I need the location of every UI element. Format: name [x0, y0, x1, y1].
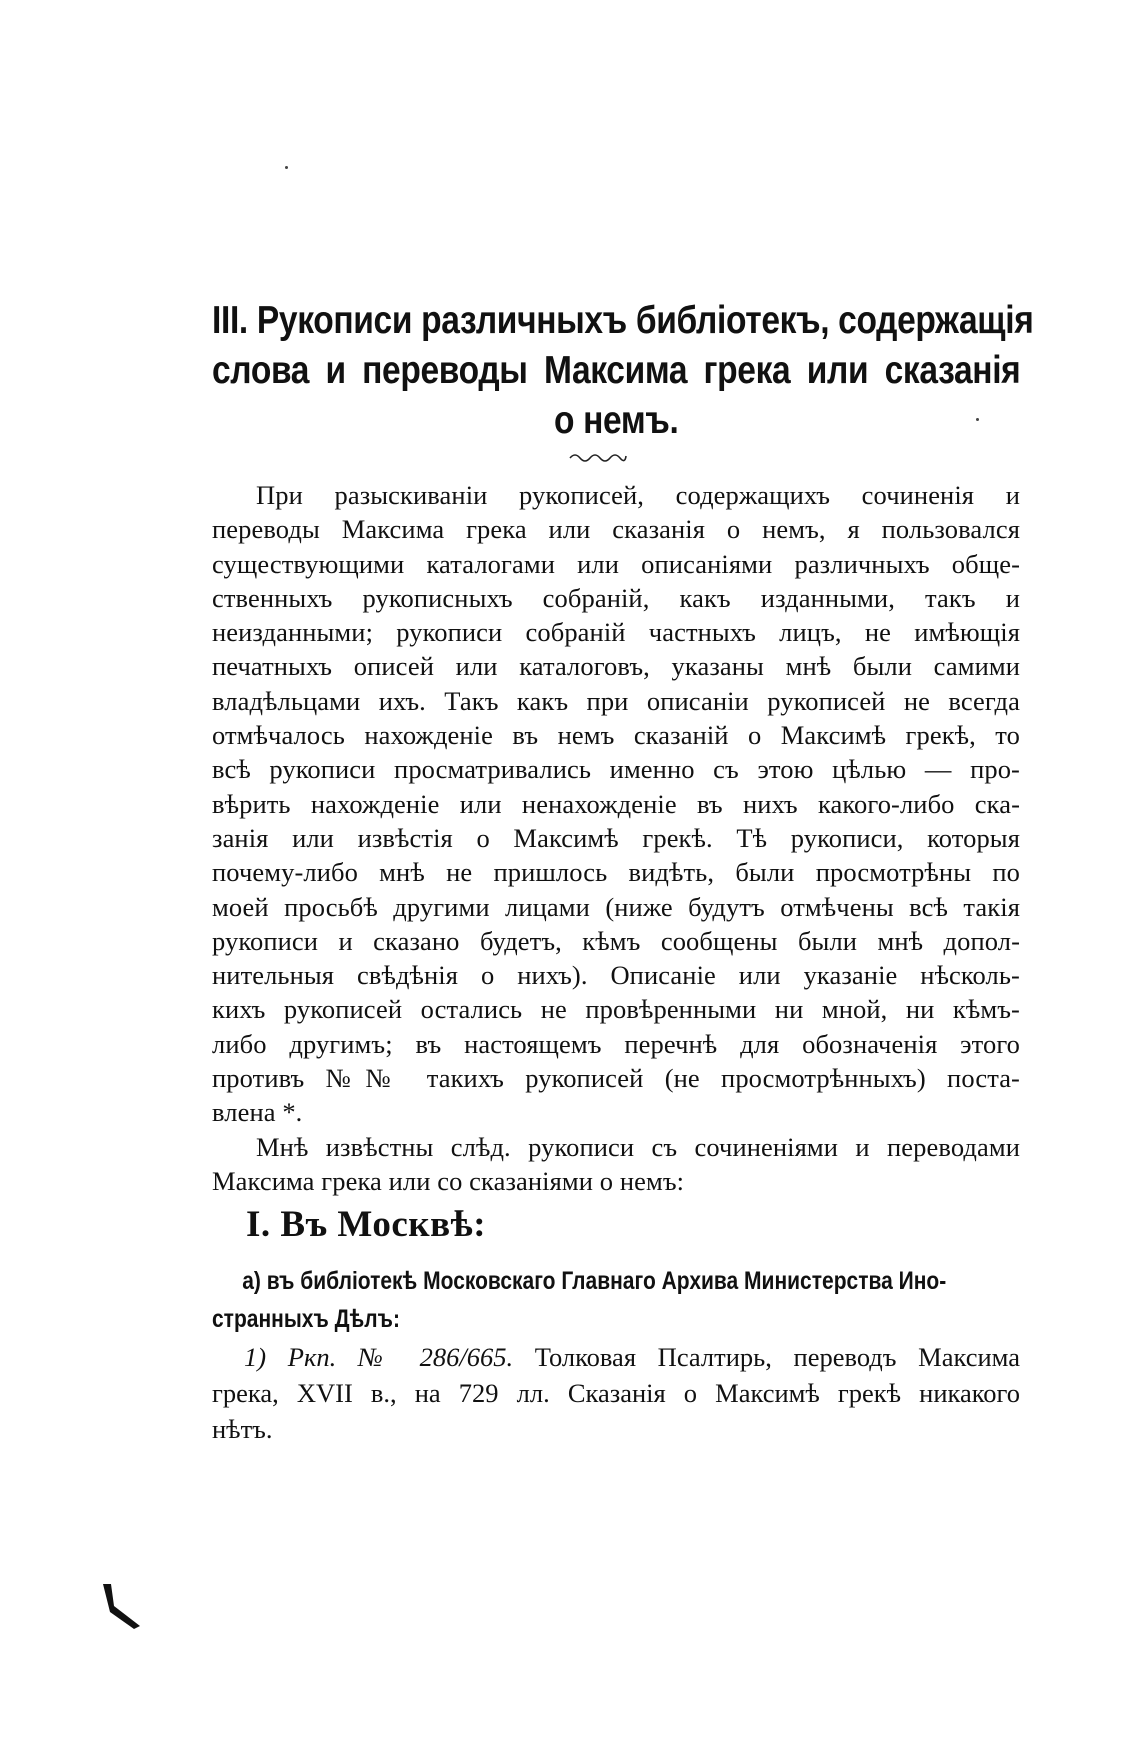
text-line: противъ №№ такихъ рукописей (не просмотрѣнныхъ) поста- [212, 1063, 1020, 1094]
entry-description: Толковая Псалтирь, переводъ Максима [513, 1342, 1020, 1372]
chapter-heading [212, 296, 1034, 446]
text-line: существующими каталогами или описаніями различныхъ обще- [212, 548, 1020, 579]
text-line: нительныя свѣдѣнія о нихъ). Описаніе или указаніе нѣсколь- [212, 960, 1020, 991]
subsection-heading-line-2: странныхъ Дѣлъ: [212, 1305, 400, 1333]
corner-mark-icon [100, 1582, 142, 1630]
subsection-heading [212, 1262, 1020, 1338]
entry-label: 1) Ркп. № 286/665. [244, 1342, 514, 1372]
manuscript-entry [212, 1339, 1020, 1447]
chapter-heading-line-1: III. Рукописи различныхъ библіотекъ, содержащія [212, 299, 1034, 342]
text-line: кихъ рукописей остались не провѣренными ни мной, ни кѣмъ- [212, 994, 1020, 1025]
text-line: ственныхъ рукописныхъ собраній, какъ изданными, такъ и [212, 582, 1020, 613]
text-line: всѣ рукописи просматривались именно съ этою цѣлью — про- [212, 754, 1020, 785]
text-line: владѣльцами ихъ. Такъ какъ при описаніи рукописей не всегда [212, 685, 1020, 716]
text-line: занія или извѣстія о Максимѣ грекѣ. Тѣ рукописи, которыя [212, 822, 1020, 853]
speck-mark [285, 166, 288, 169]
text-line: переводы Максима грека или сказанія о немъ, я пользовался [212, 514, 1020, 545]
text-line: При разыскиваніи рукописей, содержащихъ сочиненія и [256, 480, 1020, 510]
text-line: Мнѣ извѣстны слѣд. рукописи съ сочиненіями и переводами [256, 1131, 1020, 1162]
wave-ornament-icon [568, 451, 628, 463]
section-title: I. Въ Москвѣ: [246, 1204, 487, 1245]
text-line: Максима грека или со сказаніями о немъ: [212, 1165, 685, 1196]
chapter-heading-line-3: о немъ. [553, 399, 679, 442]
text-line: нѣтъ. [212, 1414, 273, 1444]
text-line: почему-либо мнѣ не пришлось видѣть, были просмотрѣны по [212, 857, 1020, 888]
subsection-heading-line-1: а) въ библіотекѣ Московскаго Главнаго Архива Министерства Ино- [242, 1267, 947, 1295]
text-line: печатныхъ описей или каталоговъ, указаны мнѣ были самими [212, 651, 1020, 682]
text-line: рукописи и сказано будетъ, кѣмъ сообщены были мнѣ допол- [212, 925, 1020, 956]
text-line [212, 1339, 1020, 1375]
text-line: отмѣчалось нахожденіе въ немъ сказаній о Максимѣ грекѣ, то [212, 720, 1020, 751]
text-line: либо другимъ; въ настоящемъ перечнѣ для обозначенія этого [212, 1028, 1020, 1059]
text-line: вѣрить нахожденіе или ненахожденіе въ нихъ какого-либо ска- [212, 788, 1020, 819]
text-line: моей просьбѣ другими лицами (ниже будутъ отмѣчены всѣ такія [212, 891, 1020, 922]
text-line: влена *. [212, 1097, 303, 1128]
text-line: грека, XVII в., на 729 лл. Сказанія о Максимѣ грекѣ никакого [212, 1378, 1020, 1408]
intro-paragraph [212, 478, 1020, 1198]
text-line: неизданными; рукописи собраній частныхъ лицъ, не имѣющія [212, 617, 1020, 648]
chapter-heading-line-2: слова и переводы Максима грека или сказанія [212, 349, 1021, 392]
